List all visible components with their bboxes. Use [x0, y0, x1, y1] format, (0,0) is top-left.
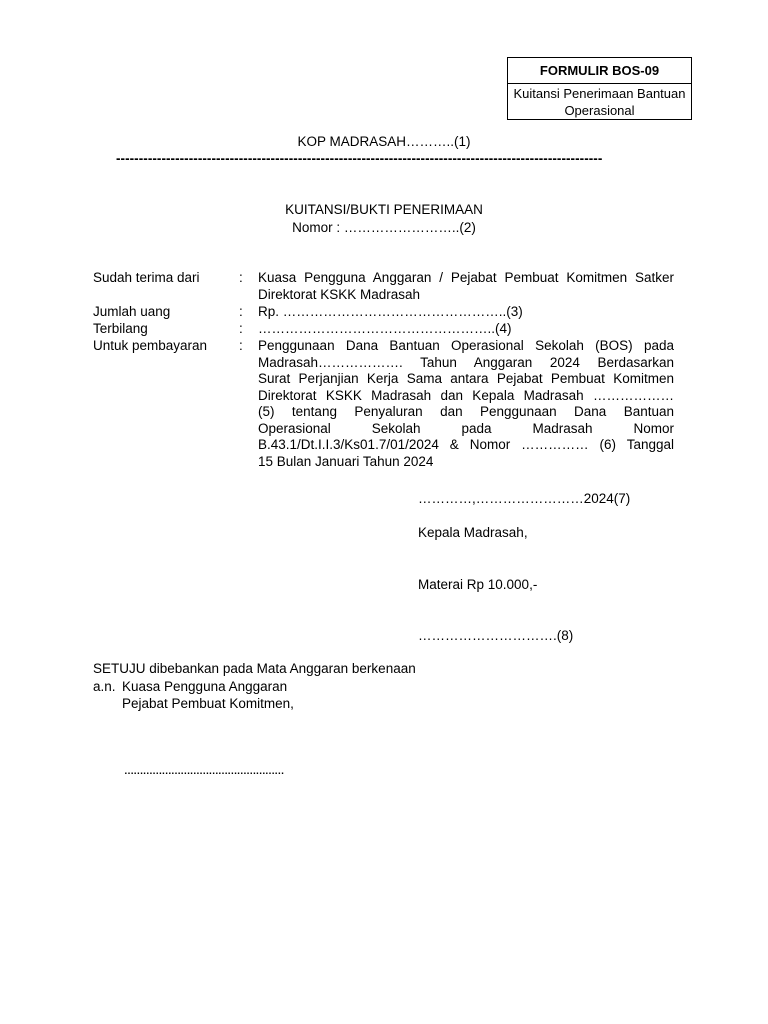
approval-authority: Kuasa Pengguna Anggaran [122, 679, 288, 694]
signatory-name: ………………………….(8) [418, 628, 574, 643]
signatory-position: Kepala Madrasah, [418, 525, 528, 540]
received-from-label: Sudah terima dari [93, 270, 200, 285]
on-behalf-prefix: a.n. [93, 679, 116, 694]
purpose-label: Untuk pembayaran [93, 338, 208, 353]
letterhead-separator: ----------------------------------------------------------------------------------------------------------- [116, 151, 603, 166]
purpose-line: Surat Perjanjian Kerja Sama antara Pejabat Pembuat Komitmen [258, 371, 674, 386]
colon: : [239, 338, 243, 353]
approval-signature-line: …………………………………………… [124, 766, 284, 777]
stamp-duty-note: Materai Rp 10.000,- [418, 577, 538, 592]
form-description [508, 84, 691, 119]
received-from-line1: Kuasa Pengguna Anggaran / Pejabat Pembuat Komitmen Satker [258, 270, 674, 285]
form-code: FORMULIR BOS-09 [508, 58, 691, 84]
received-from-line2: Direktorat KSKK Madrasah [258, 286, 421, 302]
spelled-amount-value: ……………………………………………..(4) [258, 321, 512, 336]
purpose-line: Madrasah………………. Tahun Anggaran 2024 Berdasarkan [258, 354, 674, 370]
colon: : [239, 270, 243, 285]
purpose-line: Penggunaan Dana Bantuan Operasional Sekolah (BOS) pada [258, 338, 674, 353]
approval-statement: SETUJU dibebankan pada Mata Anggaran berkenaan [93, 661, 416, 676]
place-date: …………,……………………2024(7) [418, 491, 631, 506]
amount-label: Jumlah uang [93, 304, 171, 319]
approval-official: Pejabat Pembuat Komitmen, [122, 696, 294, 711]
form-description-line1: Kuitansi Penerimaan Bantuan [513, 86, 686, 101]
colon: : [239, 304, 243, 319]
colon: : [239, 321, 243, 336]
form-code-box [507, 57, 692, 120]
purpose-line: (5) tentang Penyaluran dan Penggunaan Dana Bantuan [258, 404, 674, 419]
letterhead-placeholder: KOP MADRASAH………..(1) [297, 134, 471, 149]
purpose-line: Direktorat KSKK Madrasah dan Kepala Madrasah ……………… [258, 387, 674, 403]
amount-value: Rp. …………………………………………..(3) [258, 304, 523, 319]
received-from-value [258, 270, 674, 303]
purpose-line: 15 Bulan Januari Tahun 2024 [258, 453, 434, 469]
purpose-line: Operasional Sekolah pada Madrasah Nomor [258, 420, 674, 436]
form-description-line2: Operasional [564, 102, 635, 118]
document-number: Nomor : ……………………..(2) [292, 220, 476, 235]
purpose-line: B.43.1/Dt.I.I.3/Ks01.7/01/2024 & Nomor …………… (6) Tanggal [258, 437, 674, 452]
document-title: KUITANSI/BUKTI PENERIMAAN [285, 202, 483, 217]
purpose-value [258, 338, 674, 470]
spelled-amount-label: Terbilang [93, 321, 148, 336]
